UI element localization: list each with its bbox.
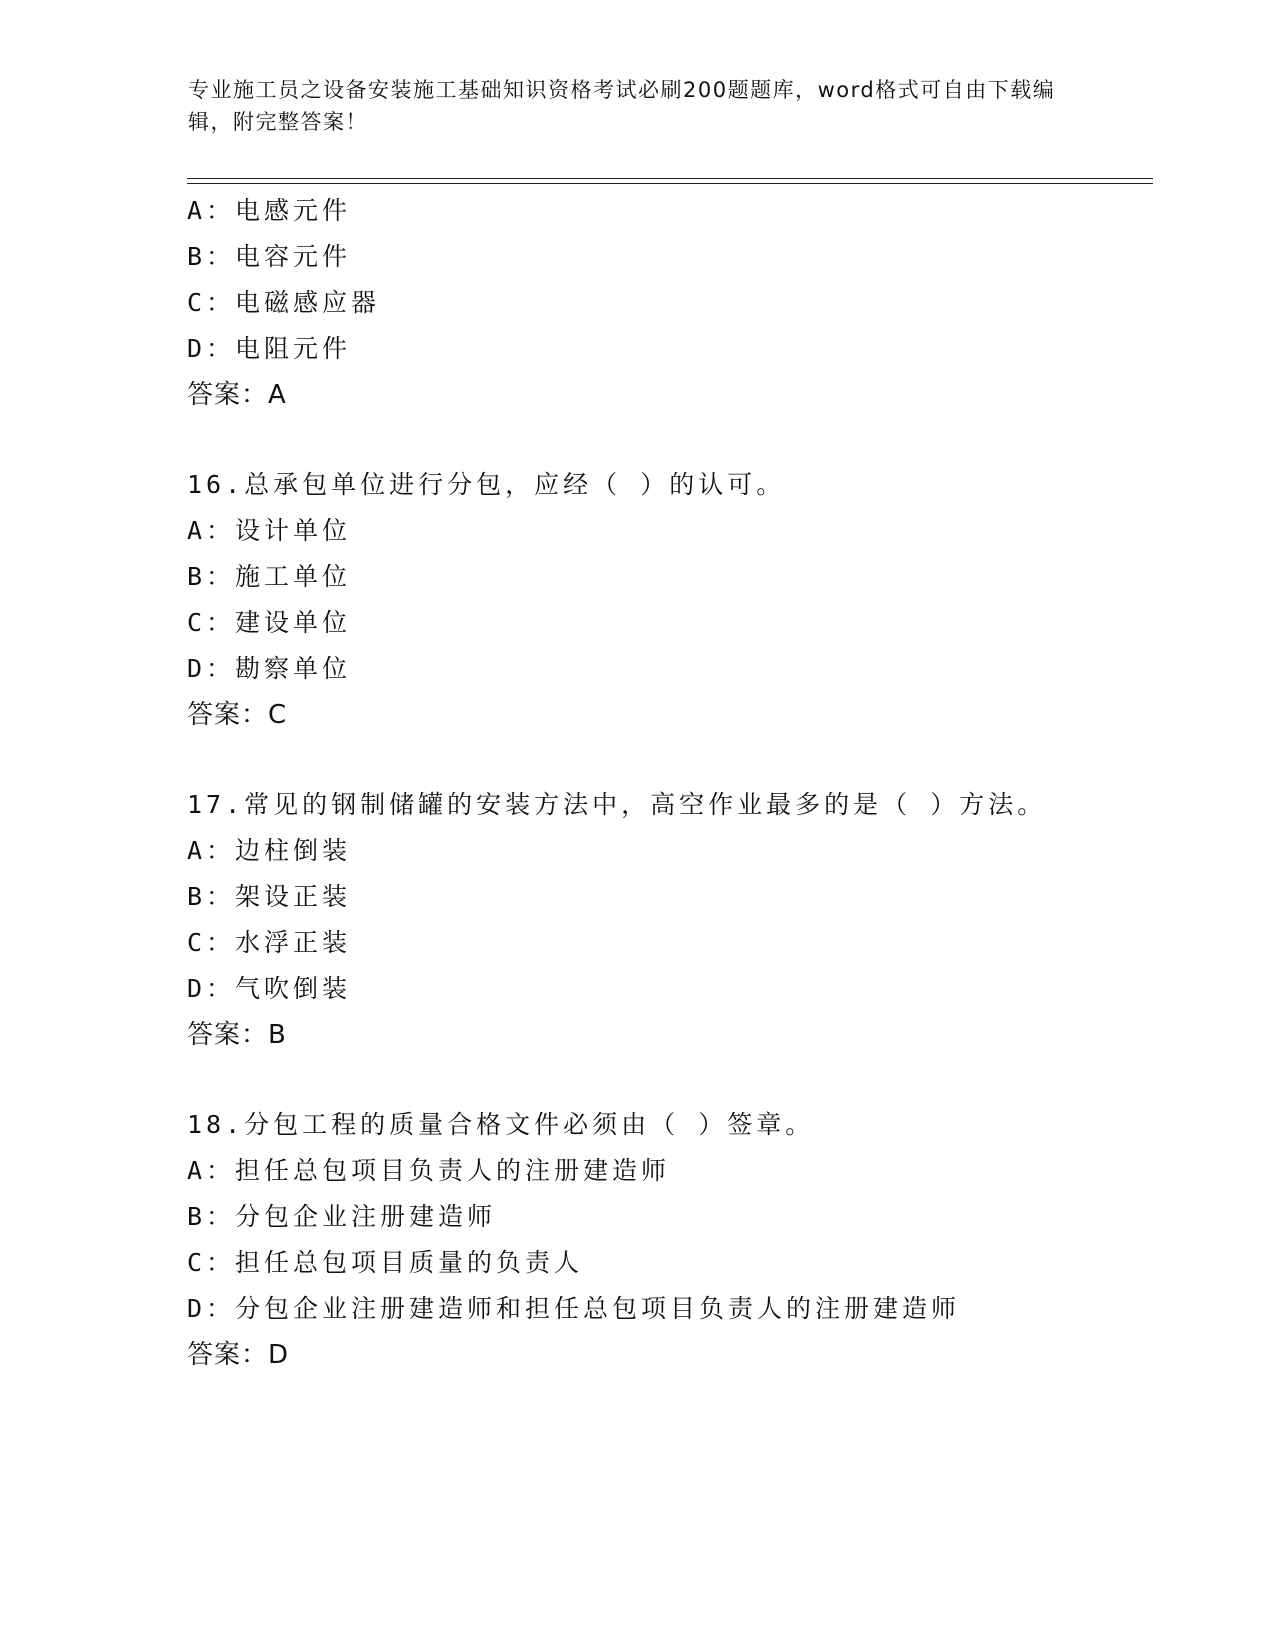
page-header: 专业施工员之设备安装施工基础知识资格考试必刷200题题库，word格式可自由下载编辑，附完整答案！ xyxy=(188,78,1056,134)
option-a: A：边柱倒装 xyxy=(187,836,352,865)
question-block xyxy=(187,188,1147,418)
option-c: C：担任总包项目质量的负责人 xyxy=(187,1248,584,1277)
question-text: 18.分包工程的质量合格文件必须由（ ）签章。 xyxy=(187,1110,815,1139)
option-b: B：分包企业注册建造师 xyxy=(187,1202,497,1231)
answer-text: 答案：B xyxy=(187,1020,287,1050)
question-block xyxy=(187,1102,1147,1378)
answer-text: 答案：A xyxy=(187,380,287,410)
question-list xyxy=(187,188,1147,1378)
option-a: A：担任总包项目负责人的注册建造师 xyxy=(187,1156,671,1185)
option-d: D：分包企业注册建造师和担任总包项目负责人的注册建造师 xyxy=(187,1294,961,1323)
answer-text: 答案：C xyxy=(187,700,288,730)
option-c: C：建设单位 xyxy=(187,608,352,637)
option-a: A：设计单位 xyxy=(187,516,352,545)
option-c: C：水浮正装 xyxy=(187,928,352,957)
question-text: 17.常见的钢制储罐的安装方法中，高空作业最多的是（ ）方法。 xyxy=(187,790,1047,819)
option-d: D：气吹倒装 xyxy=(187,974,352,1003)
question-text: 16.总承包单位进行分包，应经（ ）的认可。 xyxy=(187,470,786,499)
option-b: B：架设正装 xyxy=(187,882,352,911)
option-a: A：电感元件 xyxy=(187,196,352,225)
option-b: B：施工单位 xyxy=(187,562,352,591)
question-block xyxy=(187,462,1147,738)
header-divider xyxy=(187,178,1153,184)
option-d: D：电阻元件 xyxy=(187,334,352,363)
option-c: C：电磁感应器 xyxy=(187,288,381,317)
option-b: B：电容元件 xyxy=(187,242,352,271)
question-block xyxy=(187,782,1147,1058)
option-d: D：勘察单位 xyxy=(187,654,352,683)
answer-text: 答案：D xyxy=(187,1340,290,1370)
